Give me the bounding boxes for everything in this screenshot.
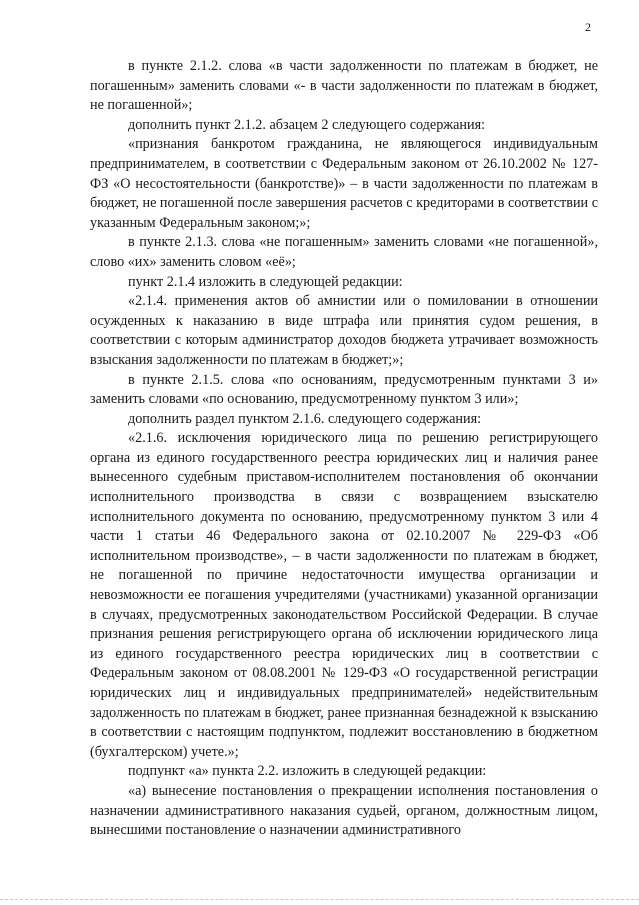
paragraph-legal-entity-exclusion-clause: «2.1.6. исключения юридического лица по решению регистрирующего органа из единого государственного реестра юридических лиц и наличия ранее вынесенного судебным приставом-исполнителем постановления об окончании исполнительного производства в связи с возвращением взыскателю исполнительного документа по основанию, предусмотренному пунктом 3 или 4 части 1 статьи 46 Федерального закона от 02.10.2007 № 229-ФЗ «Об исполнительном производстве», – в части задолженности по платежам в бюджет, не погашенной по причине недостаточности имущества организации и невозможности ее погашения учредителями (участниками) указанной организации в случаях, предусмотренных законодательством Российской Федерации. В случае признания решения регистрирующего органа об исключении юридического лица из единого государственного реестра юридических лиц в соответствии с Федеральным законом от 08.08.2001 № 129-ФЗ «О государственной регистрации юридических лиц и индивидуальных предпринимателей» недействительным задолженность по платежам в бюджет, ранее признанная безнадежной к взысканию в соответствии с настоящим подпунктом, подлежит восстановлению в бюджетном (бухгалтерском) учете.»; [90, 430, 598, 760]
document-body [90, 57, 598, 841]
paragraph-add-2-1-2-subparagraph: дополнить пункт 2.1.2. абзацем 2 следующего содержания: [128, 116, 486, 133]
paragraph-add-2-1-6: дополнить раздел пунктом 2.1.6. следующего содержания: [128, 410, 482, 427]
paragraph-amend-2-1-5-wording: в пункте 2.1.5. слова «по основаниям, предусмотренным пунктами 3 и» заменить словами «по основанию, предусмотренному пунктом 3 или»; [90, 371, 598, 408]
paragraph-amend-2-1-3-wording: в пункте 2.1.3. слова «не погашенным» заменить словами «не погашенной», слово «их» заменить словом «её»; [90, 234, 598, 270]
paragraph-termination-clause: «а) вынесение постановления о прекращении исполнения постановления о назначении административного наказания судьей, органом, должностным лицом, вынесшими постановление о назначении административного [90, 782, 598, 839]
paragraph-restate-2-1-4: пункт 2.1.4 изложить в следующей редакции: [128, 273, 403, 290]
paragraph-restate-2-2-a: подпункт «а» пункта 2.2. изложить в следующей редакции: [128, 763, 487, 780]
paragraph-amnesty-clause: «2.1.4. применения актов об амнистии или о помиловании в отношении осужденных к наказанию в виде штрафа или принятия судом решения, в соответствии с которым администратор доходов бюджета утрачивает возможность взыскания задолженности по платежам в бюджет;»; [90, 293, 598, 368]
paragraph-amend-2-1-2-wording: в пункте 2.1.2. слова «в части задолженности по платежам в бюджет, не погашенным» заменить словами «- в части задолженности по платежам в бюджет, не погашенной»; [90, 58, 598, 114]
page-bottom-edge [0, 899, 639, 900]
paragraph-bankruptcy-clause: «признания банкротом гражданина, не являющегося индивидуальным предпринимателем, в соответствии с Федеральным законом от 26.10.2002 № 127-ФЗ «О несостоятельности (банкротстве)» – в части задолженности по платежам в бюджет, не погашенной после завершения расчетов с кредиторами в соответствии с указанным Федеральным законом;»; [90, 136, 598, 231]
page-number: 2 [585, 20, 591, 34]
